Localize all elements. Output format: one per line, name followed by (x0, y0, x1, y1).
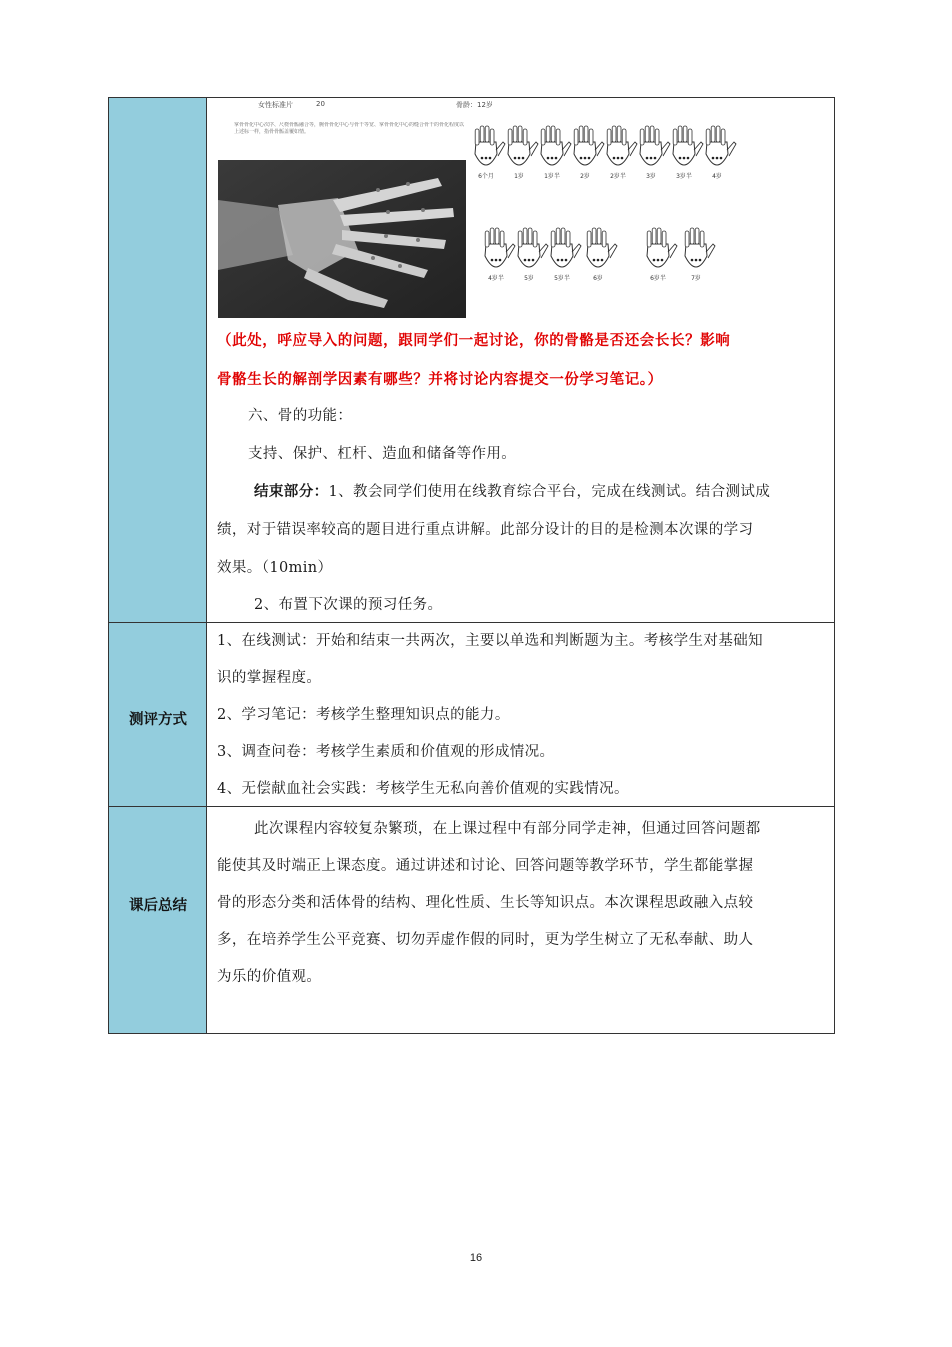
summary-label: 课后总结 (129, 898, 187, 914)
hand-age-caption: 3岁半 (676, 173, 692, 180)
hand-diagram-row1-5 (640, 126, 670, 180)
hand-age-caption: 2岁半 (610, 173, 626, 180)
assessment-line3: 2、学习笔记：考核学生整理知识点的能力。 (217, 707, 510, 723)
hand-diagram-row1-4 (607, 126, 637, 180)
hand-age-caption: 3岁 (646, 173, 656, 180)
assessment-label: 测评方式 (129, 712, 187, 728)
figure-header-left: 女性标准片 (258, 101, 293, 109)
figure-header-right: 骨龄：12岁 (456, 101, 493, 109)
hand-diagram-row2-4 (647, 228, 677, 282)
figure-note: 掌骨骨化中心次序、尺桡骨骺融合等，腕骨骨化中心与骨干等宽、掌骨骨化中心的缝合骨干的骨化程度以上述标一样，指骨骨骺盖覆如情。 (234, 122, 464, 135)
page-number: 16 (469, 1252, 483, 1264)
hand-age-caption: 1岁 (514, 173, 524, 180)
hand-diagram-row1-7 (706, 126, 736, 180)
section6-text: 支持、保护、杠杆、造血和储备等作用。 (248, 446, 517, 462)
summary-content-cell (208, 806, 834, 1034)
hand-diagram-row1-3 (574, 126, 604, 180)
hand-diagram-row2-5 (685, 228, 715, 282)
summary-line4: 多，在培养学生公平竞赛、切勿弄虚作假的同时，更为学生树立了无私奉献、助人 (217, 932, 754, 948)
ending-item2: 2、布置下次课的预习任务。 (254, 597, 443, 613)
bone-age-hand-diagrams (474, 118, 744, 318)
assessment-content-cell (208, 622, 834, 806)
hand-diagram-row1-6 (673, 126, 703, 180)
assessment-line5: 4、无偿献血社会实践：考核学生无私向善价值观的实践情况。 (217, 781, 629, 797)
hand-age-caption: 5岁 (524, 275, 534, 282)
hand-age-caption: 4岁半 (488, 275, 504, 282)
summary-line1: 此次课程内容较复杂繁琐，在上课过程中有部分同学走神，但通过回答问题都 (254, 821, 761, 837)
assessment-line2: 识的掌握程度。 (217, 670, 322, 686)
hand-age-caption: 6岁 (593, 275, 603, 282)
hand-age-caption: 6个月 (478, 173, 494, 180)
hand-age-caption: 5岁半 (554, 275, 570, 282)
assessment-line1: 1、在线测试：开始和结束一共两次，主要以单选和判断题为主。考核学生对基础知 (217, 633, 764, 649)
hand-diagram-row1-1 (508, 126, 538, 180)
ending-line2: 绩，对于错误率较高的题目进行重点讲解。此部分设计的目的是检测本次课的学习 (217, 522, 754, 538)
hand-age-caption: 7岁 (691, 275, 701, 282)
section6-title: 六、骨的功能： (248, 408, 353, 424)
hand-age-caption: 6岁半 (650, 275, 666, 282)
hand-age-caption: 2岁 (580, 173, 590, 180)
hand-xray-image (218, 160, 466, 318)
hand-age-caption: 1岁半 (544, 173, 560, 180)
ending-part-heading: 结束部分： (254, 484, 329, 500)
hand-diagram-row1-0 (475, 126, 505, 180)
summary-line5: 为乐的价值观。 (217, 969, 322, 985)
hand-diagram-row2-1 (518, 228, 548, 282)
hand-age-caption: 4岁 (712, 173, 722, 180)
hand-diagram-row2-2 (551, 228, 581, 282)
discussion-prompt-line1: （此处，呼应导入的问题，跟同学们一起讨论，你的骨骼是否还会长长？影响 (217, 332, 731, 349)
assessment-line4: 3、调查问卷：考核学生素质和价值观的形成情况。 (217, 744, 555, 760)
summary-line3: 骨的形态分类和活体骨的结构、理化性质、生长等知识点。本次课程思政融入点较 (217, 895, 754, 911)
teaching-content-cell (208, 98, 834, 622)
figure-header-num: 20 (316, 100, 325, 108)
ending-line3: 效果。（10min） (217, 560, 333, 576)
hand-diagram-row2-3 (587, 228, 617, 282)
lesson-plan-table (108, 97, 835, 1034)
ending-line1 (254, 482, 826, 502)
hand-diagram-row2-0 (485, 228, 515, 282)
hand-diagram-row1-2 (541, 126, 571, 180)
bone-age-figure (216, 98, 722, 322)
ending-line1-text: 1、教会同学们使用在线教育综合平台，完成在线测试。结合测试成 (328, 484, 771, 500)
label-column (109, 98, 207, 1033)
discussion-prompt-line2: 骨骼生长的解剖学因素有哪些？并将讨论内容提交一份学习笔记。） (217, 371, 663, 388)
summary-line2: 能使其及时端正上课态度。通过讲述和讨论、回答问题等教学环节，学生都能掌握 (217, 858, 754, 874)
